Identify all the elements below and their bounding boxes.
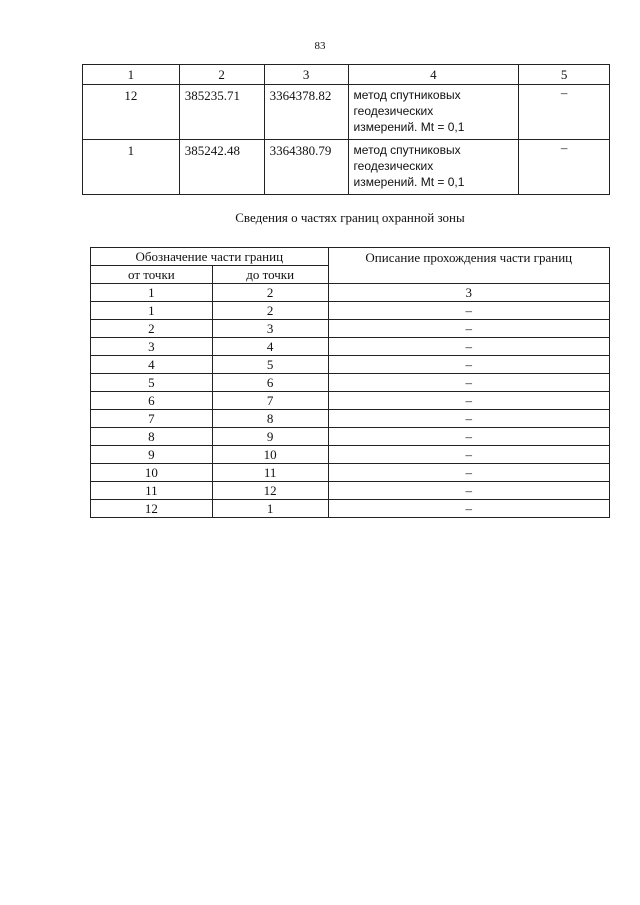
point-number: 1 [83, 140, 180, 195]
to-point-cell: 7 [212, 392, 328, 410]
description-cell: – [328, 410, 609, 428]
to-point-cell: 12 [212, 482, 328, 500]
table-row [83, 85, 610, 140]
to-point-cell: 9 [212, 428, 328, 446]
header-to-point: до точки [212, 266, 328, 284]
from-point-cell: 7 [91, 410, 213, 428]
table-index-row [91, 284, 610, 302]
index-cell: 1 [91, 284, 213, 302]
method-line: измерений. Mt = 0,1 [353, 175, 465, 189]
method-line: измерений. Mt = 0,1 [353, 120, 465, 134]
from-point-cell: 2 [91, 320, 213, 338]
table-header-row [91, 248, 610, 266]
column-5-value: – [519, 85, 610, 140]
header-description: Описание прохождения части границ [328, 248, 609, 284]
table-row [91, 374, 610, 392]
table-row [91, 482, 610, 500]
description-cell: – [328, 392, 609, 410]
header-cell: 1 [83, 65, 180, 85]
method-description [348, 140, 519, 195]
section-title: Сведения о частях границ охранной зоны [235, 210, 465, 225]
from-point-cell: 9 [91, 446, 213, 464]
to-point-cell: 8 [212, 410, 328, 428]
to-point-cell: 4 [212, 338, 328, 356]
description-cell: – [328, 374, 609, 392]
to-point-cell: 6 [212, 374, 328, 392]
table-row [91, 392, 610, 410]
to-point-cell: 2 [212, 302, 328, 320]
method-description [348, 85, 519, 140]
method-line: метод спутниковых [353, 143, 461, 157]
table-row [91, 410, 610, 428]
header-group-label: Обозначение части границ [91, 248, 329, 266]
description-cell: – [328, 356, 609, 374]
from-point-cell: 12 [91, 500, 213, 518]
description-cell: – [328, 464, 609, 482]
to-point-cell: 5 [212, 356, 328, 374]
page-number: 83 [314, 40, 326, 52]
index-cell: 2 [212, 284, 328, 302]
table-row [91, 428, 610, 446]
from-point-cell: 5 [91, 374, 213, 392]
description-cell: – [328, 500, 609, 518]
description-cell: – [328, 446, 609, 464]
table-row [91, 446, 610, 464]
method-line: геодезических [353, 104, 434, 118]
table-row [83, 140, 610, 195]
table-row [91, 338, 610, 356]
boundary-parts-table [90, 247, 610, 518]
point-number: 12 [83, 85, 180, 140]
table-row [91, 500, 610, 518]
coordinate-y: 3364380.79 [264, 140, 348, 195]
from-point-cell: 3 [91, 338, 213, 356]
description-cell: – [328, 338, 609, 356]
index-cell: 3 [328, 284, 609, 302]
coordinate-x: 385235.71 [179, 85, 264, 140]
from-point-cell: 11 [91, 482, 213, 500]
table-row [91, 320, 610, 338]
from-point-cell: 8 [91, 428, 213, 446]
header-cell: 3 [264, 65, 348, 85]
to-point-cell: 1 [212, 500, 328, 518]
coordinates-table [82, 64, 610, 195]
header-cell: 4 [348, 65, 519, 85]
to-point-cell: 10 [212, 446, 328, 464]
header-cell: 2 [179, 65, 264, 85]
header-from-point: от точки [91, 266, 213, 284]
from-point-cell: 4 [91, 356, 213, 374]
from-point-cell: 1 [91, 302, 213, 320]
table-row [91, 356, 610, 374]
header-cell: 5 [519, 65, 610, 85]
method-line: геодезических [353, 159, 434, 173]
coordinate-y: 3364378.82 [264, 85, 348, 140]
from-point-cell: 10 [91, 464, 213, 482]
table-header-row [83, 65, 610, 85]
description-cell: – [328, 302, 609, 320]
description-cell: – [328, 320, 609, 338]
method-line: метод спутниковых [353, 88, 461, 102]
description-cell: – [328, 428, 609, 446]
to-point-cell: 11 [212, 464, 328, 482]
to-point-cell: 3 [212, 320, 328, 338]
coordinate-x: 385242.48 [179, 140, 264, 195]
table-row [91, 464, 610, 482]
from-point-cell: 6 [91, 392, 213, 410]
table-row [91, 302, 610, 320]
column-5-value: – [519, 140, 610, 195]
description-cell: – [328, 482, 609, 500]
